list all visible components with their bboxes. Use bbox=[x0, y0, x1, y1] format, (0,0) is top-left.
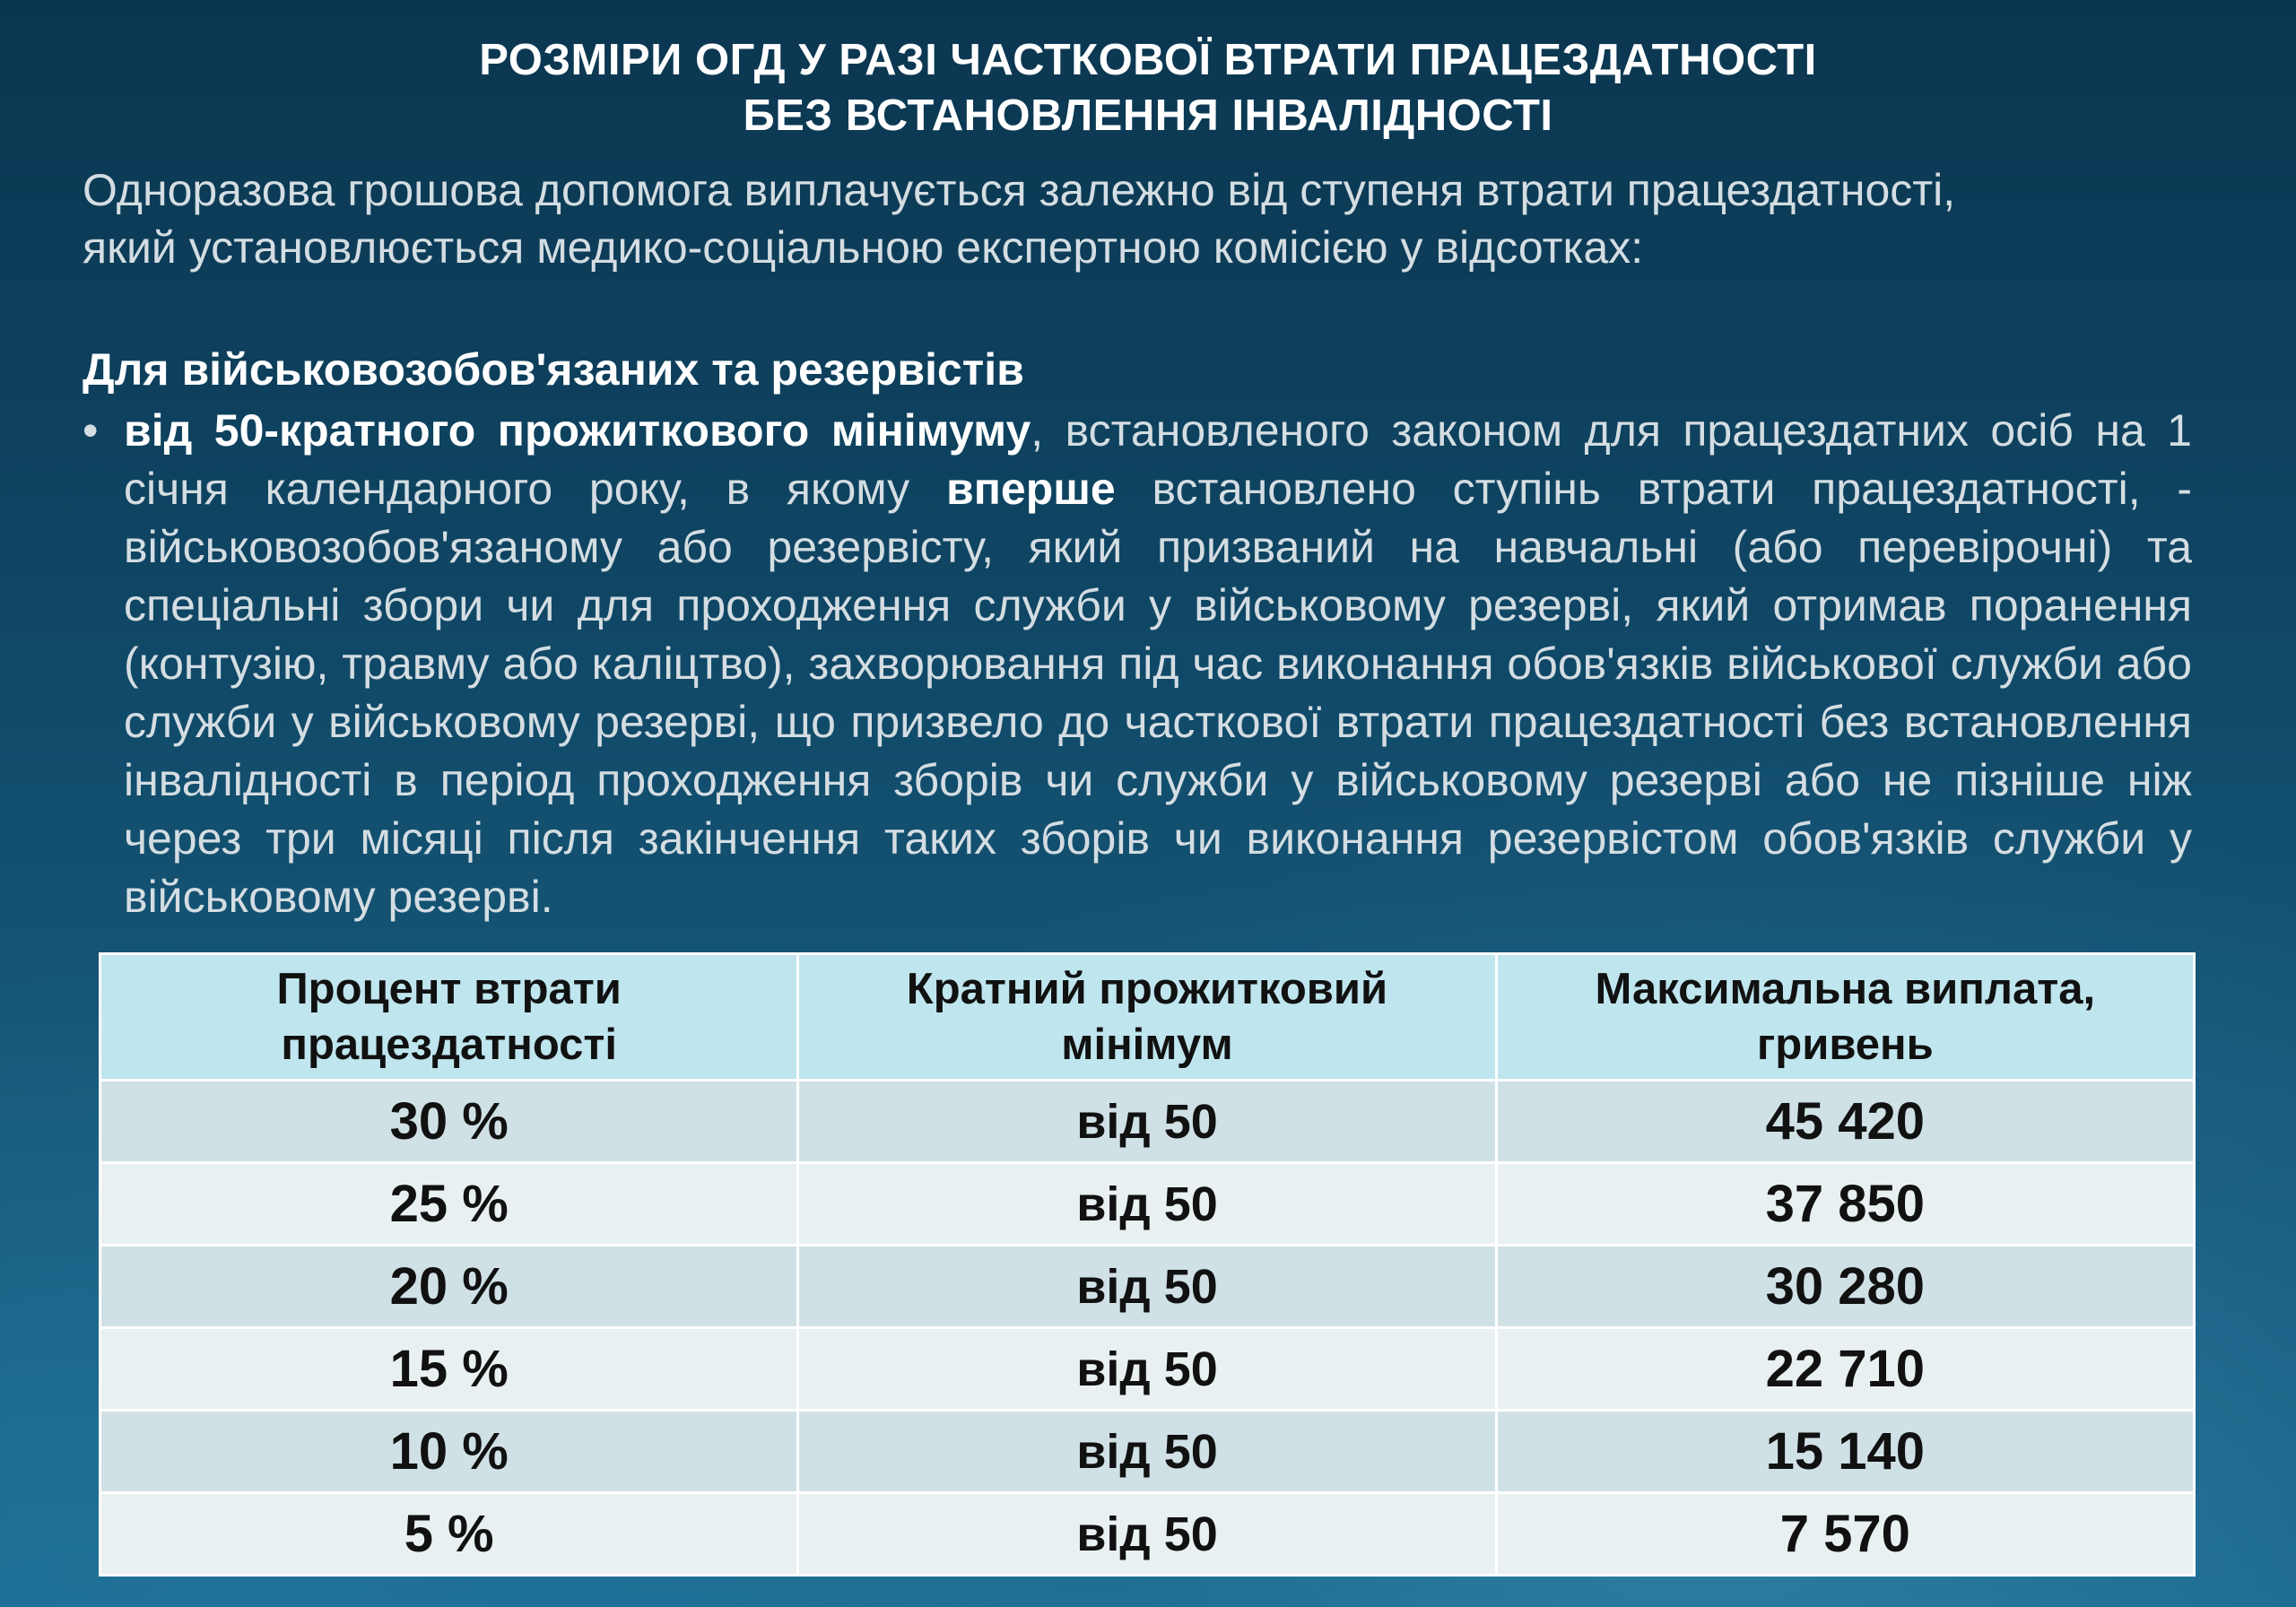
cell-multiple: від 50 bbox=[798, 1411, 1496, 1493]
table-row bbox=[100, 1493, 2195, 1576]
intro-line-2: який установлюється медико-соціальною експертною комісією у відсотках: bbox=[83, 222, 1644, 273]
header-percent bbox=[100, 954, 798, 1081]
slide-title bbox=[0, 32, 2296, 143]
payments-table bbox=[99, 952, 2196, 1577]
table-header-row bbox=[100, 954, 2195, 1081]
cell-percent: 25 % bbox=[100, 1163, 798, 1246]
cell-payment: 7 570 bbox=[1496, 1493, 2194, 1576]
cell-multiple: від 50 bbox=[798, 1081, 1496, 1163]
cell-percent: 15 % bbox=[100, 1328, 798, 1411]
cell-multiple: від 50 bbox=[798, 1163, 1496, 1246]
cell-percent: 5 % bbox=[100, 1493, 798, 1576]
cell-payment: 15 140 bbox=[1496, 1411, 2194, 1493]
header-payment-line-1: Максимальна виплата, bbox=[1595, 965, 2096, 1013]
bullet-bold-middle: вперше bbox=[945, 464, 1116, 514]
bullet-bold-start: від 50-кратного прожиткового мінімуму bbox=[124, 405, 1031, 456]
cell-payment: 22 710 bbox=[1496, 1328, 2194, 1411]
header-multiple-line-2: мінімум bbox=[1061, 1021, 1233, 1069]
cell-payment: 37 850 bbox=[1496, 1163, 2194, 1246]
cell-multiple: від 50 bbox=[798, 1328, 1496, 1411]
header-multiple bbox=[798, 954, 1496, 1081]
cell-payment: 45 420 bbox=[1496, 1081, 2194, 1163]
cell-percent: 30 % bbox=[100, 1081, 798, 1163]
table-row bbox=[100, 1163, 2195, 1246]
bullet-text-part-1: , встановленого законом для працездатних осіб на 1 січня календарного року, в якому bbox=[124, 405, 2192, 514]
section-subheading: Для військовозобов'язаних та резервістів bbox=[83, 344, 1024, 395]
bullet-text bbox=[124, 402, 2192, 926]
header-percent-line-2: працездатності bbox=[281, 1021, 617, 1069]
header-percent-line-1: Процент втрати bbox=[276, 965, 622, 1013]
cell-percent: 10 % bbox=[100, 1411, 798, 1493]
bullet-text-part-2: встановлено ступінь втрати працездатності, - військовозобов'язаному або резервісту, який призваний на навчальні (або перевірочні) та спеціальні збори чи для проходження служби у військовому резерві, який отримав поранення (контузію, травму або каліцтво), захворювання під час виконання обов'язків військової служби або служби у військовому резерві, що призвело до часткової втрати працездатності без встановлення інвалідності в період проходження зборів чи служби у військовому резерві або не пізніше ніж через три місяці після закінчення таких зборів чи виконання резервістом обов'язків служби у військовому резерві. bbox=[124, 464, 2193, 922]
slide-title-line-2: БЕЗ ВСТАНОВЛЕННЯ ІНВАЛІДНОСТІ bbox=[743, 91, 1553, 140]
table-row bbox=[100, 1328, 2195, 1411]
table-row bbox=[100, 1081, 2195, 1163]
bullet-item bbox=[83, 402, 2192, 926]
bullet-marker: • bbox=[83, 405, 99, 456]
table-row bbox=[100, 1411, 2195, 1493]
cell-multiple: від 50 bbox=[798, 1246, 1496, 1328]
cell-multiple: від 50 bbox=[798, 1493, 1496, 1576]
header-payment bbox=[1496, 954, 2194, 1081]
slide-title-line-1: РОЗМІРИ ОГД У РАЗІ ЧАСТКОВОЇ ВТРАТИ ПРАЦЕЗДАТНОСТІ bbox=[479, 36, 1817, 84]
payments-table-wrapper bbox=[99, 952, 2196, 1577]
header-payment-line-2: гривень bbox=[1756, 1021, 1934, 1069]
cell-payment: 30 280 bbox=[1496, 1246, 2194, 1328]
header-multiple-line-1: Кратний прожитковий bbox=[906, 965, 1388, 1013]
intro-line-1: Одноразова грошова допомога виплачується залежно від ступеня втрати працездатності, bbox=[83, 165, 1956, 215]
intro-paragraph bbox=[83, 161, 2235, 276]
table-row bbox=[100, 1246, 2195, 1328]
cell-percent: 20 % bbox=[100, 1246, 798, 1328]
